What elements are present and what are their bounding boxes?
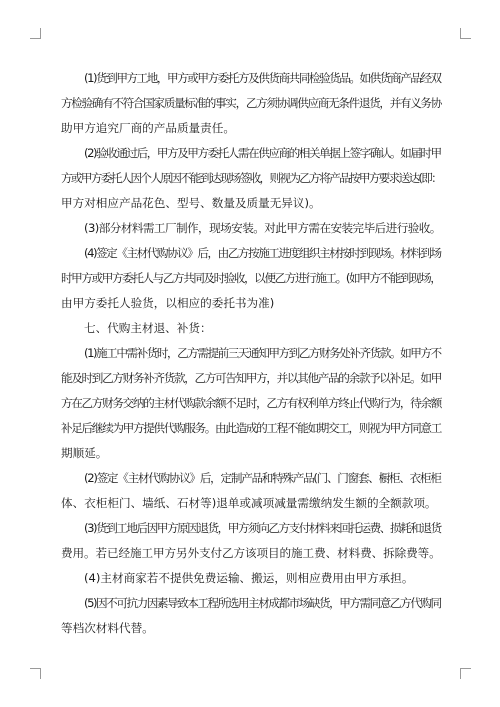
text-line: (1)货到甲方工地，甲方或甲方委托方及供货商共同检验货品。如供货商产品经双	[84, 71, 441, 85]
text-line: 费用。若已经施工甲方另外支付乙方该项目的施工费、材料费、拆除费等。	[61, 546, 441, 560]
text-line: 助甲方追究厂商的产品质量责任。	[61, 121, 235, 135]
paragraph-factory-made	[61, 216, 441, 241]
text-line: 由甲方委托人验货，以相应的委托书为准)	[61, 296, 275, 310]
document-body	[61, 66, 441, 641]
crop-mark-top-right	[460, 28, 471, 39]
paragraph-return-costs	[61, 516, 441, 566]
text-line: 补足后继续为甲方提供代购服务。由此造成的工程不能如期交工，则视为甲方同意工	[61, 421, 441, 435]
paragraph-custom-products	[61, 466, 441, 516]
crop-mark-top-left	[30, 28, 41, 39]
text-line: 体、衣柜柜门、墙纸、石材等)退单或减项减量需缴纳发生额的全额款项。	[61, 496, 437, 510]
text-line: 等档次材料代替。	[61, 621, 154, 635]
text-line: (5)因不可抗力因素导致本工程所选用主材成都市场缺货，甲方需同意乙方代购同	[84, 596, 441, 610]
crop-mark-bottom-left	[30, 668, 41, 679]
text-line: 能及时到乙方财务补齐货款，乙方可告知甲方，并以其他产品的余款予以补足。如甲	[61, 371, 441, 385]
text-line: (4)主材商家若不提供免费运输、搬运，则相应费用由甲方承担。	[84, 571, 414, 585]
paragraph-replenishment	[61, 341, 441, 466]
paragraph-acceptance-sign	[61, 141, 441, 216]
paragraph-purchase-agreement	[61, 241, 441, 316]
text-line: (1)施工中需补货时，乙方需提前三天通知甲方到乙方财务处补齐货款。如甲方不	[84, 346, 441, 360]
crop-mark-bottom-right	[460, 668, 471, 679]
text-line: (3)部分材料需工厂制作，现场安装。对此甲方需在安装完毕后进行验收。	[84, 221, 441, 235]
text-line: 方或甲方委托人因个人原因不能到达现场签收，则视为乙方将产品按甲方要求送达(即：	[61, 171, 442, 185]
text-line: 七、代购主材退、补货：	[84, 321, 212, 335]
text-line: (4)签定《主材代购协议》后，由乙方按施工进度组织主材按时到现场。材料到场	[84, 246, 441, 260]
text-line: 方检验确有不符合国家质量标准的事实，乙方须协调供应商无条件退货，并有义务协	[61, 96, 441, 110]
paragraph-transport-fees	[61, 566, 441, 591]
text-line: 方在乙方财务交纳的主材代购款余额不足时，乙方有权利单方终止代购行为，待余额	[61, 396, 441, 410]
paragraph-delivery-inspection	[61, 66, 441, 141]
paragraph-force-majeure	[61, 591, 441, 641]
text-line: (2)验收通过后，甲方及甲方委托人需在供应商的相关单据上签字确认。如届时甲	[84, 146, 441, 160]
text-line: (3)货到工地后因甲方原因退货，甲方须向乙方支付材料来回托运费、损耗和退货	[84, 521, 441, 535]
text-line: 时甲方或甲方委托人与乙方共同及时验收，以便乙方进行施工。(如甲方不能到现场，	[61, 271, 441, 285]
text-line: (2)签定《主材代购协议》后，定制产品和特殊产品(门、门窗套、橱柜、衣柜柜	[84, 471, 441, 485]
text-line: 期顺延。	[61, 446, 108, 460]
text-line: 甲方对相应产品花色、型号、数量及质量无异议)。	[61, 196, 321, 210]
section-heading-returns	[61, 316, 441, 341]
